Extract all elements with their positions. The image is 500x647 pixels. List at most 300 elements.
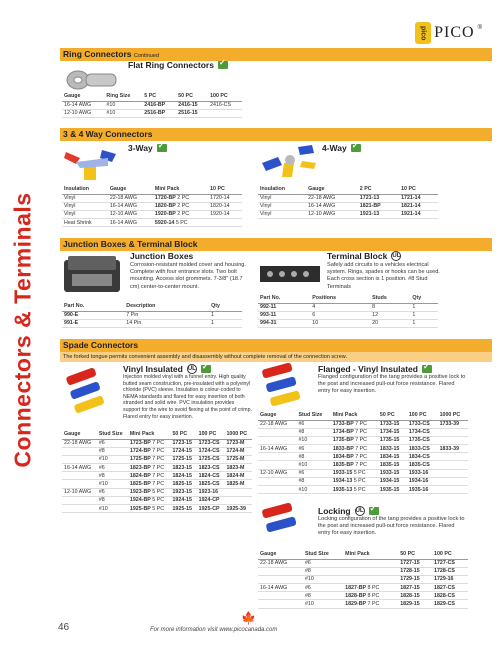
table-cell: #10 (303, 600, 343, 608)
column-header: Mini Pack (343, 550, 398, 559)
column-header: Gauge (62, 92, 104, 101)
pack-count: 8 PC (366, 584, 380, 591)
rohs-icon (422, 365, 432, 373)
table-cell: 4 (310, 303, 370, 311)
column-header: Insulation (62, 185, 108, 194)
table-cell (128, 447, 171, 455)
table-row (258, 461, 468, 469)
table-row (62, 464, 252, 472)
part-number: 1827-BP (345, 584, 367, 591)
table-row (258, 559, 468, 567)
table-cell: 1835-15 (378, 461, 407, 469)
table-row (258, 477, 468, 485)
table-cell: 1720-14 (208, 194, 242, 202)
table-cell: 16-14 AWG (258, 445, 296, 453)
table-row (258, 575, 468, 583)
table-cell: #6 (97, 488, 128, 496)
table-cell (258, 575, 303, 583)
table-cell: 1924-CP (197, 496, 225, 504)
part-number: 1829-BP (345, 601, 367, 608)
three-way-illustration (62, 148, 124, 184)
table-cell (258, 428, 296, 436)
table-cell: #8 (97, 472, 128, 480)
table-cell: 1728-15 (398, 567, 432, 575)
column-header: 100 PC (197, 430, 225, 439)
table-cell: 1935-16 (407, 486, 438, 494)
table-cell: 1729-16 (432, 575, 468, 583)
pack-count: 5 PC (352, 478, 366, 485)
table-cell: 2416-BP (142, 101, 176, 109)
table-row (258, 567, 468, 575)
table-cell: 8 (370, 303, 410, 311)
table-cell: #10 (97, 505, 128, 513)
section-junction: Junction Boxes & Terminal Block (60, 238, 492, 251)
side-title: Connectors & Terminals (9, 192, 36, 468)
table-cell: 1733-39 (438, 420, 468, 428)
four-way-illustration (258, 143, 322, 181)
table-cell: 1833-15 (378, 445, 407, 453)
part-number: 1725-BP (129, 456, 151, 463)
part-number: 1723-BP (129, 440, 151, 447)
table-cell: 22-18 AWG (258, 420, 296, 428)
table-cell: 10 (310, 319, 370, 327)
table-cell: 22-18 AWG (306, 194, 358, 202)
column-header: Gauge (108, 185, 153, 194)
table-cell (438, 453, 468, 461)
table-cell (343, 559, 398, 567)
column-header: Mini Pack (153, 185, 208, 194)
flat-ring-illustration (64, 66, 120, 92)
rohs-icon (157, 144, 167, 152)
table-cell (438, 469, 468, 477)
pack-count: 7 PC (353, 462, 367, 469)
part-number: 1720-BP (154, 195, 176, 202)
table-cell: 1933-15 (378, 469, 407, 477)
section-title: Ring Connectors (63, 49, 132, 59)
table-cell: 1834-CS (407, 453, 438, 461)
junction-boxes-description: Corrosion-resistant molded cover and housing. Complete with four entrance slots. Two bolt mounting. Access slot grommets. 7-3/8" (18.7 cm) center-to-center mount. (130, 262, 246, 290)
terminal-block-description: Safely add circuits to a vehicles electrical system. Rings, spades or hooks can be used. Each cross section is 1 position. #8 Stud Terminals (327, 262, 440, 290)
table-cell: #10 (296, 436, 330, 444)
column-header: Gauge (306, 185, 358, 194)
pack-count: 5 PC (352, 486, 366, 493)
table-cell: Vinyl (62, 194, 108, 202)
three-way-title: 3-Way ✓ (128, 143, 167, 153)
table-cell: 1835-CS (407, 461, 438, 469)
table-cell: #6 (296, 420, 330, 428)
table-cell: 12 (370, 311, 410, 319)
table-cell: 1724-CS (197, 447, 225, 455)
table-cell: #6 (97, 464, 128, 472)
table-cell (438, 436, 468, 444)
pack-count: 7 PC (150, 440, 165, 447)
table-cell (331, 420, 378, 428)
table-cell: 1727-CS (432, 559, 468, 567)
column-header: 50 PC (176, 92, 208, 101)
table-row (258, 600, 468, 608)
section-3-4-way: 3 & 4 Way Connectors (60, 128, 492, 141)
table-row (62, 472, 252, 480)
table-cell: 1921-13 (358, 210, 399, 218)
table-row (62, 319, 242, 327)
vinyl-insulated-description: Injection molded vinyl with a funnel entry. High quality butted seam construction, pre-insulated with a polyvinyl chloride (PVC) sleeve. Insulation is colour-coded to NEMA standards and flared for easy insertion of both stranded and solid wire. PVC insulation provides support for the wire to avoid flexing at the point of crimp. Flared entry for easy insertion. (123, 374, 252, 420)
vinyl-spade-illustration (62, 364, 122, 420)
column-header: Stud Size (296, 411, 330, 420)
table-cell (343, 575, 398, 583)
column-header: Description (124, 302, 209, 311)
column-header: Studs (370, 294, 410, 303)
table-row (62, 219, 242, 227)
table-header-row (62, 185, 242, 194)
part-number: 1735-BP (332, 437, 354, 444)
table-cell (331, 461, 378, 469)
table-cell (128, 505, 171, 513)
section-ring-connectors (60, 48, 492, 61)
table-cell: 2416-15 (176, 101, 208, 109)
pack-count: 5 PC (150, 489, 165, 496)
table-cell: 1925-39 (224, 505, 252, 513)
footer-note: For more information visit www.picocanada.com (150, 627, 278, 633)
column-header: Gauge (62, 430, 97, 439)
table-cell: 1828-CS (432, 592, 468, 600)
table-cell: 7 Pin (124, 311, 209, 319)
table-row (62, 488, 252, 496)
pack-count: 7 PC (150, 456, 165, 463)
section-spade: Spade Connectors (60, 339, 492, 352)
table-header-row (258, 411, 468, 420)
table-row (62, 194, 242, 202)
table-cell: Vinyl (258, 210, 306, 218)
part-number: 1820-BP (154, 203, 176, 210)
table-cell: 1 (209, 311, 242, 319)
table-row (62, 505, 252, 513)
flat-ring-table (62, 92, 242, 118)
table-cell: 12-10 AWG (62, 109, 104, 117)
part-number: 1920-BP (154, 211, 176, 218)
table-cell (331, 445, 378, 453)
table-row (258, 428, 468, 436)
pack-count: 7 PC (353, 445, 367, 452)
table-cell: 1925-CP (197, 505, 225, 513)
table-cell: 1735-15 (378, 436, 407, 444)
table-cell (153, 219, 208, 227)
table-cell: #10 (97, 455, 128, 463)
table-cell: Vinyl (62, 210, 108, 218)
three-way-table (62, 185, 242, 227)
table-cell (128, 480, 171, 488)
table-cell: 22-18 AWG (62, 439, 97, 447)
table-cell (62, 496, 97, 504)
table-cell: 12-10 AWG (258, 469, 296, 477)
table-cell: 1828-15 (398, 592, 432, 600)
table-cell (258, 592, 303, 600)
pack-count: 7 PC (150, 464, 165, 471)
table-row (62, 101, 242, 109)
table-cell (258, 477, 296, 485)
column-header: Stud Size (97, 430, 128, 439)
table-row (62, 455, 252, 463)
table-row (258, 303, 438, 311)
table-cell: 1820-14 (208, 202, 242, 210)
column-header: Qty (410, 294, 438, 303)
pack-count: 5 PC (352, 470, 366, 477)
table-cell: 1923-15 (170, 488, 196, 496)
table-cell: 1823-15 (170, 464, 196, 472)
table-cell: 992-11 (258, 303, 310, 311)
pack-count: 2 PC (175, 195, 190, 202)
column-header: Gauge (258, 550, 303, 559)
table-row (258, 486, 468, 494)
part-number: 1923-BP (129, 489, 151, 496)
pack-count: 5 PC (150, 505, 165, 512)
pack-count: 8 PC (366, 592, 380, 599)
table-cell: #8 (97, 496, 128, 504)
column-header: Insulation (258, 185, 306, 194)
table-cell: 1733-CS (407, 420, 438, 428)
part-number: 1733-BP (332, 421, 354, 428)
table-cell (224, 496, 252, 504)
locking-table (258, 550, 468, 609)
column-header: Qty (209, 302, 242, 311)
table-cell (331, 477, 378, 485)
table-cell: #10 (296, 486, 330, 494)
table-cell (438, 428, 468, 436)
table-cell: #6 (97, 439, 128, 447)
table-cell (438, 486, 468, 494)
table-cell: 1824-CS (197, 472, 225, 480)
spade-subtitle: The forked tongue permits convenient assembly and disassembly without complete removal of the connection screw. (60, 352, 492, 362)
table-cell: 1 (410, 311, 438, 319)
table-cell: #8 (303, 567, 343, 575)
column-header: 50 PC (170, 430, 196, 439)
table-cell: 16-14 AWG (306, 202, 358, 210)
table-cell: Vinyl (258, 202, 306, 210)
table-cell: 1734-15 (378, 428, 407, 436)
table-cell: 1 (209, 319, 242, 327)
column-header: 1000 PC (438, 411, 468, 420)
flat-ring-title: Flat Ring Connectors ✓ (128, 60, 228, 70)
table-row (62, 480, 252, 488)
table-row (62, 496, 252, 504)
part-number: 1933-15 (332, 470, 353, 477)
brand-name: PICO (434, 24, 475, 41)
part-number: 1724-BP (129, 448, 151, 455)
column-header: 10 PC (208, 185, 242, 194)
table-cell (62, 447, 97, 455)
table-cell (128, 488, 171, 496)
table-cell: 1924-15 (170, 496, 196, 504)
table-cell (128, 455, 171, 463)
table-cell: 1823-CS (197, 464, 225, 472)
table-cell (331, 486, 378, 494)
table-header-row (258, 294, 438, 303)
terminal-block-title: Terminal Block UL (327, 251, 401, 261)
pack-count: 2 PC (175, 211, 190, 218)
table-cell (258, 436, 296, 444)
table-cell: 22-18 AWG (108, 194, 153, 202)
part-number: 1823-BP (129, 464, 151, 471)
table-cell: 12-10 AWG (306, 210, 358, 218)
table-cell: 1725-M (224, 455, 252, 463)
rohs-icon (351, 144, 361, 152)
flanged-description: Flanged configuration of the tang provides a positive lock to the post and increased pull-out force resistance. Flared entry for easy insertion. (318, 374, 466, 395)
table-row (258, 436, 468, 444)
table-cell (258, 600, 303, 608)
table-cell: 1833-CS (407, 445, 438, 453)
table-cell: 1728-CS (432, 567, 468, 575)
table-cell (331, 469, 378, 477)
table-cell: 1829-CS (432, 600, 468, 608)
table-cell: 16-14 AWG (62, 101, 104, 109)
part-number: 1734-BP (332, 429, 354, 436)
table-cell: 1821-14 (399, 202, 438, 210)
table-header-row (258, 185, 438, 194)
table-cell (62, 472, 97, 480)
table-cell (153, 194, 208, 202)
table-cell (128, 464, 171, 472)
table-cell: #10 (303, 575, 343, 583)
table-cell: #8 (303, 592, 343, 600)
part-number: 1935-13 (332, 486, 353, 493)
table-cell (224, 488, 252, 496)
pack-count: 2 PC (175, 203, 190, 210)
table-cell: 12-10 AWG (62, 488, 97, 496)
table-cell: 1825-15 (170, 480, 196, 488)
table-cell (62, 480, 97, 488)
table-cell: 1925-15 (170, 505, 196, 513)
registered-mark: ® (477, 25, 482, 31)
table-cell: 1933-16 (407, 469, 438, 477)
pack-count: 7 PC (353, 453, 367, 460)
flanged-title: Flanged - Vinyl Insulated ✓ (318, 364, 432, 374)
table-cell (438, 461, 468, 469)
locking-title: Locking UL ✓ (318, 506, 379, 516)
table-cell: 2416-CS (208, 101, 242, 109)
terminal-block-table (258, 294, 438, 328)
table-cell: 1723-CS (197, 439, 225, 447)
table-cell (153, 210, 208, 218)
part-number: 1934-13 (332, 478, 353, 485)
table-cell: #6 (303, 559, 343, 567)
table-cell: 16-14 AWG (258, 584, 303, 592)
vinyl-insulated-title: Vinyl Insulated UL ✓ (123, 364, 211, 374)
table-cell: #6 (303, 584, 343, 592)
table-cell (153, 202, 208, 210)
table-cell: #10 (104, 101, 142, 109)
table-cell: #8 (296, 477, 330, 485)
part-number: 1828-BP (345, 592, 367, 599)
table-cell (343, 600, 398, 608)
column-header: Positions (310, 294, 370, 303)
column-header: Part No. (62, 302, 124, 311)
table-cell: Heat Shrink (62, 219, 108, 227)
table-cell: 2516-15 (176, 109, 208, 117)
table-cell: 1725-CS (197, 455, 225, 463)
table-cell: 1921-14 (399, 210, 438, 218)
locking-spade-illustration (258, 500, 314, 546)
table-cell: 1 (410, 303, 438, 311)
column-header: 10 PC (399, 185, 438, 194)
table-cell: 1724-15 (170, 447, 196, 455)
terminal-block-illustration (258, 258, 322, 286)
rohs-icon (218, 61, 228, 69)
table-header-row (258, 550, 468, 559)
table-cell: 1934-15 (378, 477, 407, 485)
table-cell: 1725-15 (170, 455, 196, 463)
table-row (258, 592, 468, 600)
junction-boxes-title: Junction Boxes (130, 251, 194, 261)
table-cell: 2516-BP (142, 109, 176, 117)
table-cell: 1724-M (224, 447, 252, 455)
pack-count: 7 PC (366, 601, 380, 608)
part-number: 1925-BP (129, 505, 151, 512)
table-cell: 16-14 AWG (108, 219, 153, 227)
table-cell: 1825-CS (197, 480, 225, 488)
table-cell (128, 496, 171, 504)
table-cell: 991-E (62, 319, 124, 327)
logo-badge: pico (415, 22, 431, 44)
table-cell: 1821-BP (358, 202, 399, 210)
column-header: 50 PC (378, 411, 407, 420)
table-cell (258, 461, 296, 469)
column-header: Mini Pack (128, 430, 171, 439)
column-header: Mini Pack (331, 411, 378, 420)
part-number: 1835-BP (332, 462, 354, 469)
table-row (258, 202, 438, 210)
table-cell (438, 477, 468, 485)
part-number: 5920-14 (154, 219, 175, 226)
table-cell: 1834-15 (378, 453, 407, 461)
table-header-row (62, 302, 242, 311)
table-cell: 994-31 (258, 319, 310, 327)
pack-count: 5 PC (150, 497, 165, 504)
column-header: Gauge (258, 411, 296, 420)
table-cell (208, 219, 242, 227)
table-cell: 22-18 AWG (258, 559, 303, 567)
table-cell: 1721-14 (399, 194, 438, 202)
table-cell: 1733-15 (378, 420, 407, 428)
table-cell: 1727-15 (398, 559, 432, 567)
table-row (62, 109, 242, 117)
table-cell: 1934-16 (407, 477, 438, 485)
table-cell: 1827-CS (432, 584, 468, 592)
table-cell: #10 (104, 109, 142, 117)
table-row (62, 210, 242, 218)
table-cell (62, 505, 97, 513)
table-cell: 1823-M (224, 464, 252, 472)
table-row (258, 194, 438, 202)
table-cell: 1723-M (224, 439, 252, 447)
section-suffix: Continued (133, 53, 159, 59)
table-cell (343, 592, 398, 600)
column-header: Ring Size (104, 92, 142, 101)
column-header: 2 PC (358, 185, 399, 194)
flanged-table (258, 411, 468, 494)
table-cell: 6 (310, 311, 370, 319)
table-cell: 1920-14 (208, 210, 242, 218)
table-cell (343, 567, 398, 575)
pack-count: 7 PC (353, 421, 367, 428)
column-header: 100 PC (407, 411, 438, 420)
part-number: 1834-BP (332, 453, 354, 460)
pack-count: 5 PC (174, 219, 188, 226)
column-header: Stud Size (303, 550, 343, 559)
pack-count: 7 PC (150, 448, 165, 455)
pack-count: 7 PC (353, 437, 367, 444)
table-cell: 1829-15 (398, 600, 432, 608)
table-cell: 14 Pin (124, 319, 209, 327)
maple-leaf-icon: 🍁 (241, 611, 256, 625)
